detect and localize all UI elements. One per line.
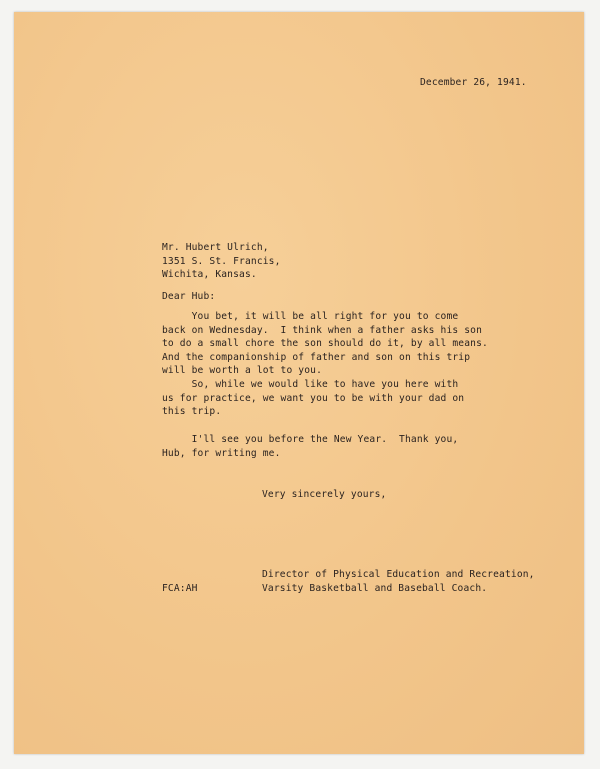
- address-line: 1351 S. St. Francis,: [162, 255, 281, 267]
- salutation: Dear Hub:: [162, 291, 216, 302]
- body-line: So, while we would like to have you here with: [162, 379, 459, 390]
- body-line: And the companionship of father and son on this trip: [162, 351, 471, 363]
- complimentary-closing: Very sincerely yours,: [262, 489, 387, 500]
- title-line: Director of Physical Education and Recreation,: [262, 569, 535, 580]
- body-line: us for practice, we want you to be with your dad on: [162, 392, 465, 404]
- body-line: will be worth a lot to you.: [162, 365, 322, 377]
- body-line: I'll see you before the New Year. Thank you,: [162, 434, 459, 445]
- body-paragraph-3: [162, 433, 458, 460]
- body-line: You bet, it will be all right for you to come: [162, 311, 459, 322]
- body-line: this trip.: [162, 406, 222, 418]
- recipient-address: [162, 241, 281, 282]
- body-line: back on Wednesday. I think when a father asks his son: [162, 324, 482, 336]
- address-line: Mr. Hubert Ulrich,: [162, 242, 269, 253]
- letter-sheet: [14, 12, 584, 754]
- reference-initials: FCA:AH: [162, 583, 198, 594]
- body-paragraph-1: [162, 310, 488, 378]
- letter-date: December 26, 1941.: [420, 77, 527, 88]
- body-paragraph-2: [162, 378, 464, 419]
- body-line: Hub, for writing me.: [162, 447, 281, 459]
- signer-title: [262, 568, 535, 595]
- address-line: Wichita, Kansas.: [162, 269, 257, 281]
- body-line: to do a small chore the son should do it, by all means.: [162, 338, 488, 350]
- title-line: Varsity Basketball and Baseball Coach.: [262, 582, 488, 594]
